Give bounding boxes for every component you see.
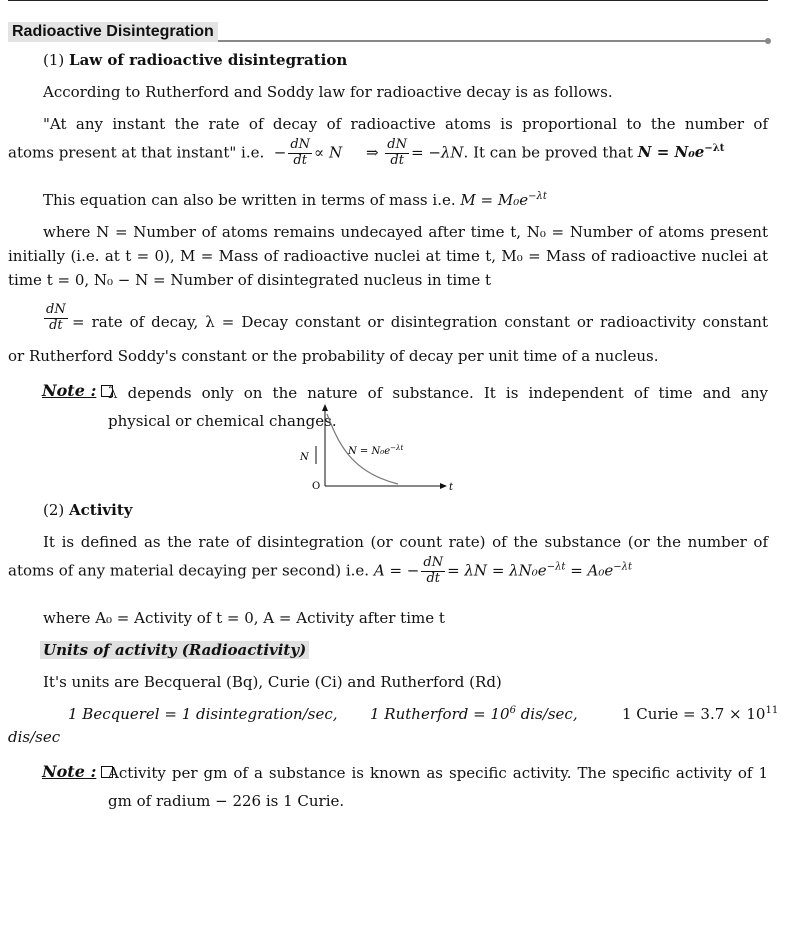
activity-heading-number: (2) (43, 501, 65, 519)
mass-exponent: −λt (528, 191, 547, 202)
y-axis-arrow (322, 404, 328, 411)
header-rule-dot (765, 38, 771, 44)
activity-eq-c: = A₀e (570, 561, 614, 580)
proved-text: . It can be proved that (463, 143, 634, 162)
rate-fraction: $\frac{dN}{dt}$ (290, 137, 311, 168)
mass-text: This equation can also be written in terms of mass i.e. (43, 191, 456, 209)
note2-label: Note : (42, 760, 117, 785)
decay-equation: = −λN (411, 143, 464, 162)
implies-arrow: ⇒ (365, 143, 379, 162)
note2-line1: Activity per gm of a substance is known as specific activity. The specific activity of 1 (108, 764, 768, 782)
rate-line1: = rate of decay, λ = Decay constant or disintegration constant or radioactivity constant (72, 313, 768, 331)
section-title: Radioactive Disintegration (8, 22, 218, 42)
law-heading-number: (1) (43, 51, 65, 69)
law-intro: According to Rutherford and Soddy law for radioactive decay is as follows. (43, 83, 613, 101)
curve-label: $N = N_0e^{-\lambda t}$ (348, 444, 404, 457)
unit-rutherford: 1 Rutherford = $10^6$ dis/sec, (370, 705, 578, 723)
law-statement-line2: atoms present at that instant" i.e. − $\frac{dN}{dt}$ ∝ N ⇒ $\frac{dN}{dt}$ = −λN. It can be proved that $N = N_0e^{-\lambda t}$ (8, 137, 725, 168)
note2-line2: gm of radium − 226 is 1 Curie. (108, 792, 345, 810)
activity-eq-b: = λN = λN₀e (447, 561, 547, 580)
where-line2: initially (i.e. at t = 0), M = Mass of radioactive nuclei at time t, M₀ = Mass of radioactive nuclei at (8, 247, 768, 265)
statement-text: atoms present at that instant" i.e. (8, 143, 265, 162)
unit-becquerel: 1 Becquerel = 1 disintegration/sec, (68, 705, 338, 723)
activity-text: atoms of any material decaying per second) i.e. (8, 561, 370, 580)
unit-curie: 1 Curie = $3.7 \times 10^{11}$ (622, 705, 779, 723)
activity-eq-c-exp: −λt (613, 561, 633, 573)
graph-origin: O (312, 481, 321, 492)
x-axis-arrow (440, 483, 447, 489)
activity-fraction: $\frac{dN}{dt}$ (423, 555, 444, 586)
note1-label: Note : (42, 379, 117, 404)
mass-equation-line (43, 189, 547, 212)
rate-fraction-2: $\frac{dN}{dt}$ (387, 137, 407, 168)
law-heading (43, 49, 347, 72)
activity-heading-text: Activity (69, 501, 133, 519)
activity-heading (43, 499, 133, 522)
activity-line1: It is defined as the rate of disintegration (or count rate) of the substance (or the number of (43, 533, 768, 551)
activity-equation-line (8, 556, 632, 587)
units-text: It's units are Becqueral (Bq), Curie (Ci) and Rutherford (Rd) (43, 673, 502, 691)
rate-line2: or Rutherford Soddy's constant or the probability of decay per unit time of a nucleus. (8, 347, 659, 365)
top-rule (8, 0, 768, 1)
mass-equation: M = M₀e (460, 191, 529, 209)
unit-curie-wrap: dis/sec (8, 728, 61, 746)
decay-graph (290, 402, 470, 494)
graph-y-label: N (300, 452, 309, 463)
section-header (8, 20, 768, 42)
proportional-expr: ∝ N (314, 143, 343, 162)
units-heading: Units of activity (Radioactivity) (40, 639, 309, 662)
note1-line2: physical or chemical changes. (108, 412, 337, 430)
graph-x-label: t (449, 482, 454, 493)
activity-eq-b-exp: −λt (546, 561, 566, 573)
note1-line1: λ depends only on the nature of substance. It is independent of time and any (108, 384, 768, 402)
law-statement-line1: "At any instant the rate of decay of radioactive atoms is proportional to the number of (43, 115, 768, 133)
law-heading-text: Law of radioactive disintegration (69, 51, 348, 69)
decay-law-result: N = N₀e (637, 143, 705, 162)
rate-fraction-3: $\frac{dN}{dt}$ (46, 302, 66, 333)
where-line1: where N = Number of atoms remains undecayed after time t, N₀ = Number of atoms present (43, 223, 768, 241)
where-line3: time t = 0, N₀ − N = Number of disintegrated nucleus in time t (8, 271, 492, 289)
activity-eq-a: A = − (373, 561, 420, 580)
activity-where: where A₀ = Activity of t = 0, A = Activity after time t (43, 609, 445, 627)
decay-law-exponent: −λt (704, 143, 725, 155)
